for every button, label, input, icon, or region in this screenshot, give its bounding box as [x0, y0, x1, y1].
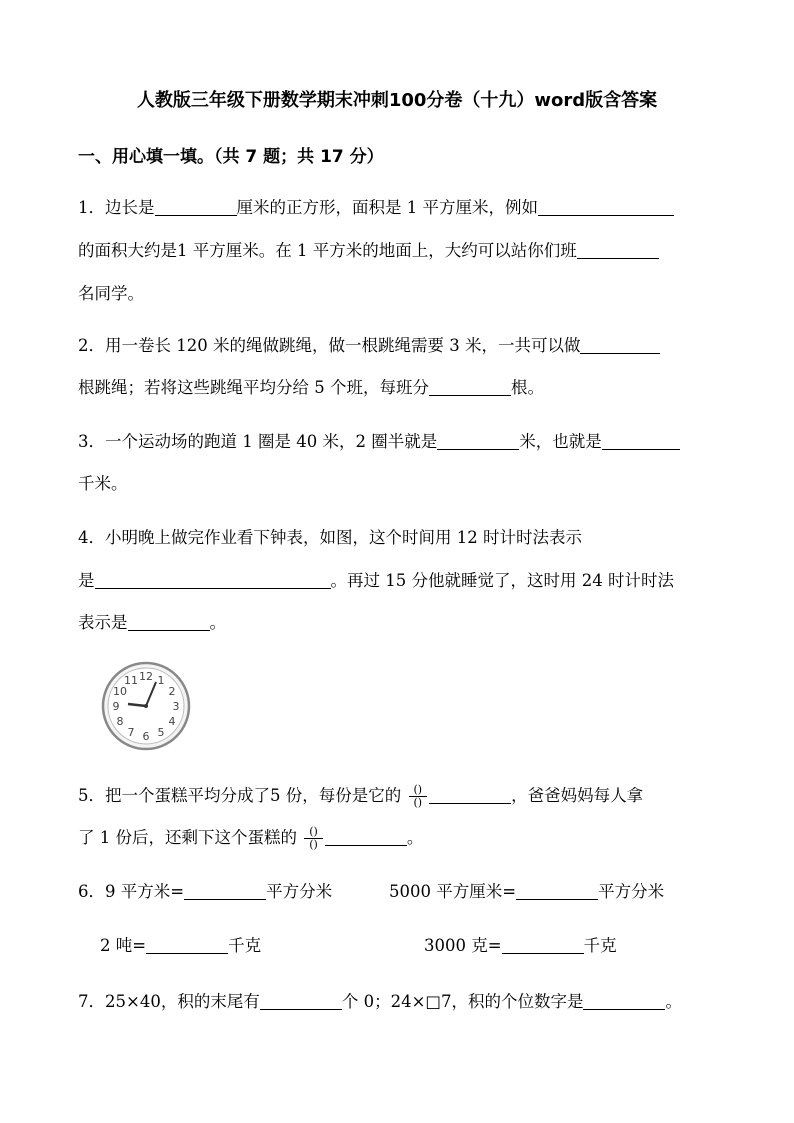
- fraction-numerator: (): [409, 784, 428, 797]
- clock-center: [144, 704, 148, 708]
- question-text: 的面积大约是1 平方厘米。在 1 平方米的地面上，大约可以站你们班: [78, 241, 577, 260]
- question-text: 。: [665, 992, 682, 1011]
- question-text: 小明晚上做完作业看下钟表，如图，这个时间用 12 时计时法表示: [105, 528, 582, 547]
- question-text: 米，也就是: [519, 432, 602, 451]
- question-text: 把一个蛋糕平均分成了5 份，每份是它的: [105, 786, 402, 805]
- fraction-denominator: (): [309, 838, 318, 851]
- clock-numeral: 11: [124, 674, 138, 687]
- question-text: 根。: [511, 378, 544, 397]
- question-4-line-3: [78, 611, 226, 635]
- question-text: 千米。: [78, 474, 128, 493]
- question-text: 千克: [583, 936, 617, 955]
- question-text: 是: [78, 571, 95, 590]
- question-text: 平方分米: [266, 882, 333, 901]
- question-5-line-1: [78, 784, 643, 809]
- question-text: 表示是: [78, 613, 128, 632]
- clock-numeral: 8: [116, 715, 124, 728]
- question-text: 了 1 份后，还剩下这个蛋糕的: [78, 828, 297, 847]
- answer-blank[interactable]: [583, 991, 665, 1010]
- answer-blank[interactable]: [429, 377, 511, 396]
- question-number: 5．: [78, 786, 105, 805]
- answer-blank[interactable]: [516, 881, 598, 900]
- question-text: 。再过 15 分他就睡觉了，这时用 24 时计时法: [330, 571, 674, 590]
- fraction-blank[interactable]: [409, 784, 428, 809]
- question-number: 6．: [78, 882, 105, 901]
- clock-image: [100, 660, 192, 752]
- question-number: 7．: [78, 992, 105, 1011]
- fraction-denominator: (): [413, 796, 423, 809]
- question-text: 平方分米: [598, 882, 665, 901]
- clock-numeral: 2: [168, 685, 176, 698]
- question-3-line-1: [78, 430, 680, 454]
- clock-numeral: 1: [157, 674, 165, 687]
- question-text: 名同学。: [78, 284, 144, 303]
- answer-blank[interactable]: [602, 431, 680, 450]
- fraction-blank[interactable]: [304, 826, 323, 851]
- question-text: 25×40，积的末尾有: [105, 992, 260, 1011]
- answer-blank[interactable]: [429, 785, 511, 804]
- section-heading: 一、用心填一填。（共 7 题；共 17 分）: [78, 147, 384, 167]
- answer-blank[interactable]: [155, 197, 237, 216]
- question-1-line-1: [78, 196, 674, 220]
- question-text: ，爸爸妈妈每人拿: [511, 786, 644, 805]
- clock-numeral: 9: [112, 700, 120, 713]
- answer-blank[interactable]: [95, 570, 331, 589]
- clock-numeral: 4: [168, 715, 176, 728]
- clock-numeral: 12: [139, 670, 153, 683]
- question-6-part-3: [100, 934, 261, 958]
- question-6-part-2: [389, 880, 664, 904]
- question-number: 4．: [78, 528, 105, 547]
- question-1-line-2: [78, 239, 659, 263]
- answer-blank[interactable]: [128, 612, 210, 631]
- answer-blank[interactable]: [502, 935, 584, 954]
- question-number: 1．: [78, 198, 105, 217]
- question-3-line-2: [78, 472, 128, 496]
- page-title: 人教版三年级下册数学期末冲刺100分卷（十九）word版含答案: [136, 90, 658, 111]
- question-7-line-1: [78, 990, 682, 1014]
- answer-blank[interactable]: [437, 431, 519, 450]
- question-text: 千克: [228, 936, 262, 955]
- question-text: 边长是: [105, 198, 155, 217]
- clock-numeral: 3: [172, 700, 180, 713]
- question-number: 3．: [78, 432, 105, 451]
- answer-blank[interactable]: [538, 197, 674, 216]
- answer-blank[interactable]: [580, 335, 660, 354]
- answer-blank[interactable]: [184, 881, 266, 900]
- question-text: 用一卷长 120 米的绳做跳绳，做一根跳绳需要 3 米，一共可以做: [105, 336, 581, 355]
- question-number: 2．: [78, 336, 105, 355]
- question-4-line-1: [78, 526, 582, 550]
- question-2-line-1: [78, 334, 660, 358]
- question-text: 9 平方米=: [105, 882, 185, 901]
- question-text: 2 吨=: [100, 936, 147, 955]
- answer-blank[interactable]: [577, 240, 659, 259]
- fraction-numerator: (): [304, 826, 323, 839]
- question-text: 。: [406, 828, 424, 847]
- answer-blank[interactable]: [260, 991, 342, 1010]
- question-4-line-2: [78, 569, 674, 593]
- question-6-part-4: [424, 934, 617, 958]
- question-text: 个 0；24×□7，积的个位数字是: [341, 992, 584, 1011]
- question-2-line-2: [78, 376, 544, 400]
- answer-blank[interactable]: [325, 827, 407, 846]
- question-text: 5000 平方厘米=: [389, 882, 517, 901]
- question-text: 。: [209, 613, 226, 632]
- answer-blank[interactable]: [146, 935, 228, 954]
- question-6-line-1: [78, 880, 332, 904]
- question-5-line-2: [78, 826, 423, 851]
- question-1-line-3: [78, 282, 144, 306]
- clock-numeral: 6: [142, 730, 150, 743]
- clock-numeral: 10: [113, 685, 127, 698]
- question-text: 厘米的正方形，面积是 1 平方厘米，例如: [236, 198, 538, 217]
- clock-numeral: 7: [127, 726, 135, 739]
- question-text: 3000 克=: [424, 936, 502, 955]
- clock-numeral: 5: [157, 726, 165, 739]
- question-text: 根跳绳；若将这些跳绳平均分给 5 个班，每班分: [78, 378, 429, 397]
- question-text: 一个运动场的跑道 1 圈是 40 米，2 圈半就是: [105, 432, 438, 451]
